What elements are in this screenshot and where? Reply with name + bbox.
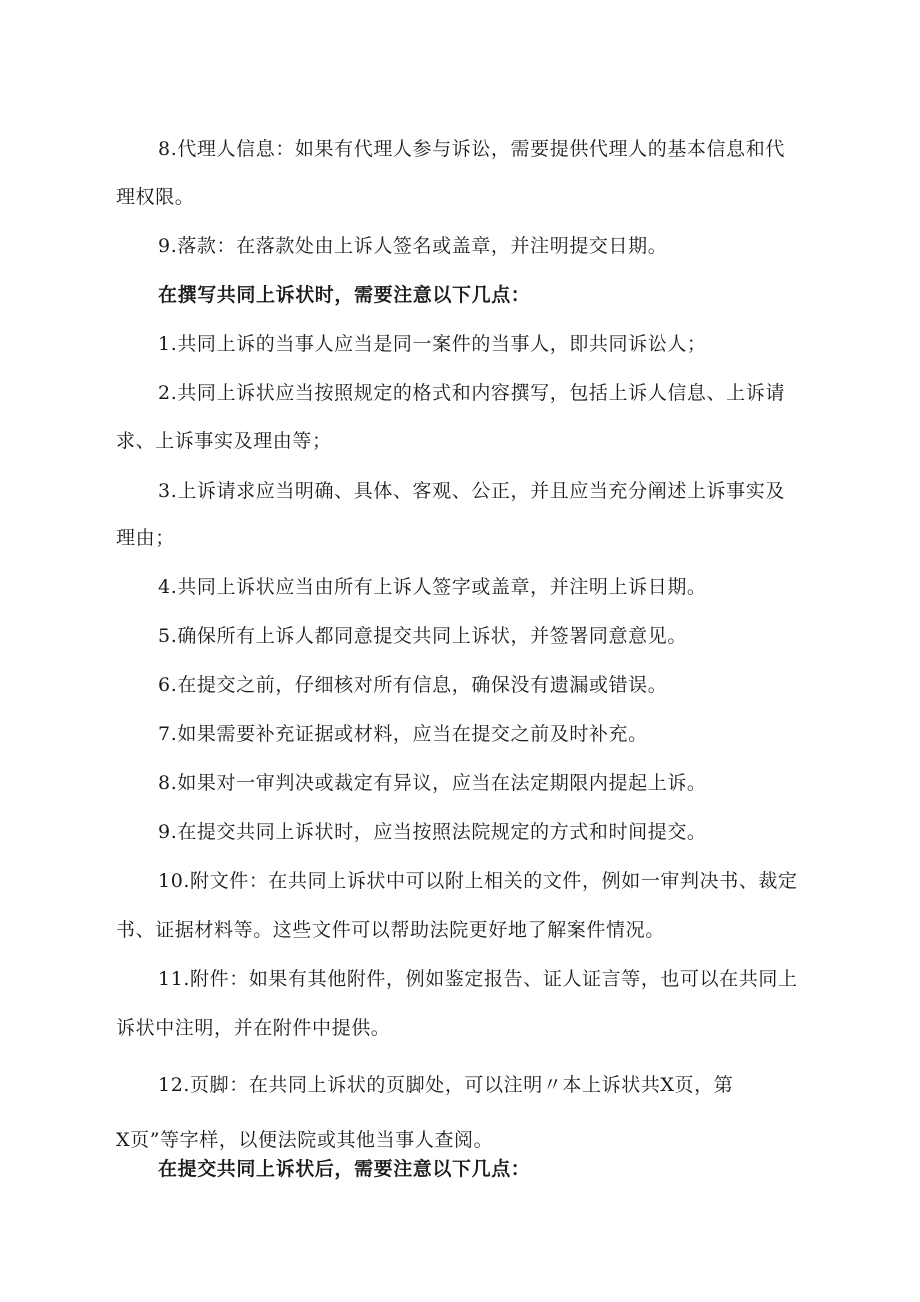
paragraph-line: 5.确保所有上诉人都同意提交共同上诉状，并签署同意意见。 — [158, 625, 687, 647]
paragraph-line: 理权限。 — [116, 186, 195, 208]
paragraph-line: 4.共同上诉状应当由所有上诉人签字或盖章，并注明上诉日期。 — [158, 576, 707, 598]
paragraph-line: 10.附文件：在共同上诉状中可以附上相关的文件，例如一审判决书、裁定 — [158, 870, 798, 892]
paragraph-line: 1.共同上诉的当事人应当是同一案件的当事人，即共同诉讼人； — [158, 333, 707, 355]
paragraph-line: 求、上诉事实及理由等； — [116, 430, 332, 452]
section-heading: 在撰写共同上诉状时，需要注意以下几点： — [158, 284, 531, 306]
paragraph-line: 3.上诉请求应当明确、具体、客观、公正，并且应当充分阐述上诉事实及 — [158, 480, 785, 502]
paragraph-line: 11.附件：如果有其他附件，例如鉴定报告、证人证言等，也可以在共同上 — [158, 968, 798, 990]
paragraph-line: 6.在提交之前，仔细核对所有信息，确保没有遗漏或错误。 — [158, 674, 668, 696]
paragraph-line: 理由； — [116, 527, 175, 549]
paragraph-line: 8.代理人信息：如果有代理人参与诉讼，需要提供代理人的基本信息和代 — [158, 138, 785, 160]
section-heading: 在提交共同上诉状后，需要注意以下几点： — [158, 1158, 531, 1180]
paragraph-line: X页”等字样，以便法院或其他当事人查阅。 — [116, 1129, 494, 1151]
paragraph-line: 12.页脚：在共同上诉状的页脚处，可以注明〃本上诉状共X页，第 — [158, 1074, 734, 1096]
paragraph-line: 9.落款：在落款处由上诉人签名或盖章，并注明提交日期。 — [158, 235, 668, 257]
paragraph-line: 诉状中注明，并在附件中提供。 — [116, 1017, 391, 1039]
paragraph-line: 2.共同上诉状应当按照规定的格式和内容撰写，包括上诉人信息、上诉请 — [158, 382, 785, 404]
paragraph-line: 7.如果需要补充证据或材料，应当在提交之前及时补充。 — [158, 723, 648, 745]
paragraph-line: 8.如果对一审判决或裁定有异议，应当在法定期限内提起上诉。 — [158, 772, 707, 794]
paragraph-line: 9.在提交共同上诉状时，应当按照法院规定的方式和时间提交。 — [158, 821, 707, 843]
paragraph-line: 书、证据材料等。这些文件可以帮助法院更好地了解案件情况。 — [116, 919, 665, 941]
